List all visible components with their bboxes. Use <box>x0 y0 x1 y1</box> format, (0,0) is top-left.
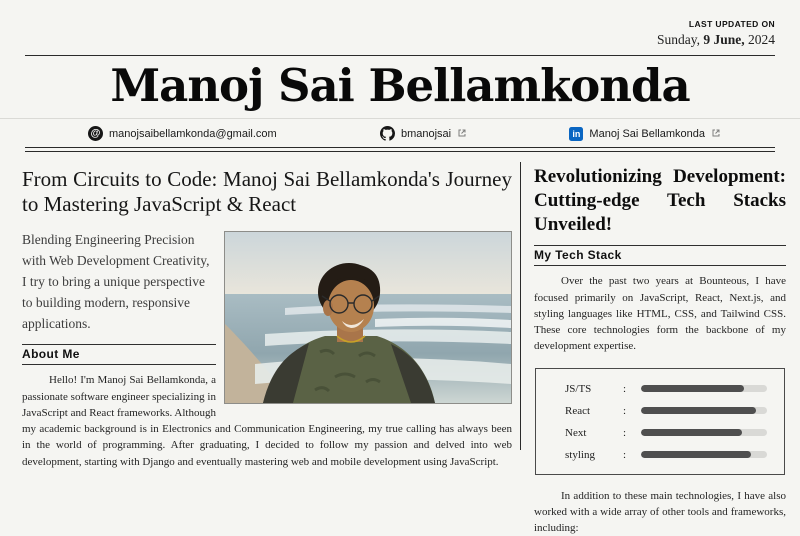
linkedin-label: Manoj Sai Bellamkonda <box>589 127 705 140</box>
skill-name: Next <box>565 426 587 439</box>
about-me-text: Hello! I'm Manoj Sai Bellamkonda, a passionate software engineer specializing in JavaScript and React frameworks. Although my academic background is in Electronics and Communication Engineering, my true calling has always been in the world of programming. After graduating, I decided to follow my passion and delved into web development, starting with Django and eventually mastering web and mobile development using JavaScript. <box>22 374 512 468</box>
skill-bar-fill <box>641 407 756 414</box>
external-link-icon <box>712 128 720 140</box>
linkedin-link[interactable] <box>569 127 720 141</box>
email-link[interactable] <box>88 126 277 141</box>
tech-outro-text: In addition to these main technologies, I have also worked with a wide array of other tools and frameworks, including: <box>534 489 786 535</box>
skill-colon: : <box>623 404 627 417</box>
main-headline: From Circuits to Code: Manoj Sai Bellamkonda's Journey to Mastering JavaScript & React <box>22 167 512 216</box>
portrait-photo <box>224 231 512 404</box>
skills-box <box>535 368 785 475</box>
github-label: bmanojsai <box>400 127 452 140</box>
last-updated-date: Sunday, 9 June, 2024 <box>656 32 775 47</box>
external-link-icon <box>458 128 466 140</box>
header-double-rule <box>25 147 775 152</box>
skill-colon: : <box>623 448 627 461</box>
about-section <box>22 229 512 470</box>
tech-stack-column <box>534 165 786 536</box>
skill-bar-track <box>641 451 767 458</box>
skill-name: styling <box>565 448 595 461</box>
column-divider <box>520 162 521 450</box>
lead-paragraph: Blending Engineering Precision with Web Development Creativity, I try to bring a unique perspective to building modern, responsive applications. <box>22 232 210 332</box>
email-at-icon: @ <box>88 126 103 141</box>
skill-bar-fill <box>641 385 744 392</box>
skill-bar-track <box>641 429 767 436</box>
skill-row <box>565 449 767 461</box>
last-updated-label: LAST UPDATED ON <box>688 19 775 29</box>
tech-headline: Revolutionizing Development: Cutting-edge Tech Stacks Unveiled! <box>534 166 786 235</box>
skill-row <box>565 405 767 417</box>
linkedin-icon: in <box>569 127 583 141</box>
about-me-heading: About Me <box>22 344 216 365</box>
github-link[interactable] <box>380 126 466 141</box>
last-updated-block <box>657 19 775 48</box>
skill-bar-fill <box>641 429 742 436</box>
github-icon <box>380 126 395 141</box>
skill-bar-fill <box>641 451 751 458</box>
site-title: Manoj Sai Bellamkonda <box>110 59 690 112</box>
contact-rule-top <box>0 118 800 119</box>
email-label: manojsaibellamkonda@gmail.com <box>109 127 277 140</box>
tech-stack-heading: My Tech Stack <box>534 245 786 266</box>
tech-intro-text: Over the past two years at Bounteous, I have focused primarily on JavaScript, React, Next.js, and styling languages like HTML, CSS, and Tailwind CSS. These core technologies form the backbone of my development expertise. <box>534 275 786 353</box>
main-article-column <box>22 167 512 470</box>
skill-colon: : <box>623 382 627 395</box>
skill-row <box>565 427 767 439</box>
skill-name: React <box>565 404 591 417</box>
skill-bar-track <box>641 385 767 392</box>
contact-bar <box>88 121 720 146</box>
skill-name: JS/TS <box>565 382 592 395</box>
skills-list <box>565 383 767 461</box>
skill-colon: : <box>623 426 627 439</box>
skill-row <box>565 383 767 395</box>
skill-bar-track <box>641 407 767 414</box>
